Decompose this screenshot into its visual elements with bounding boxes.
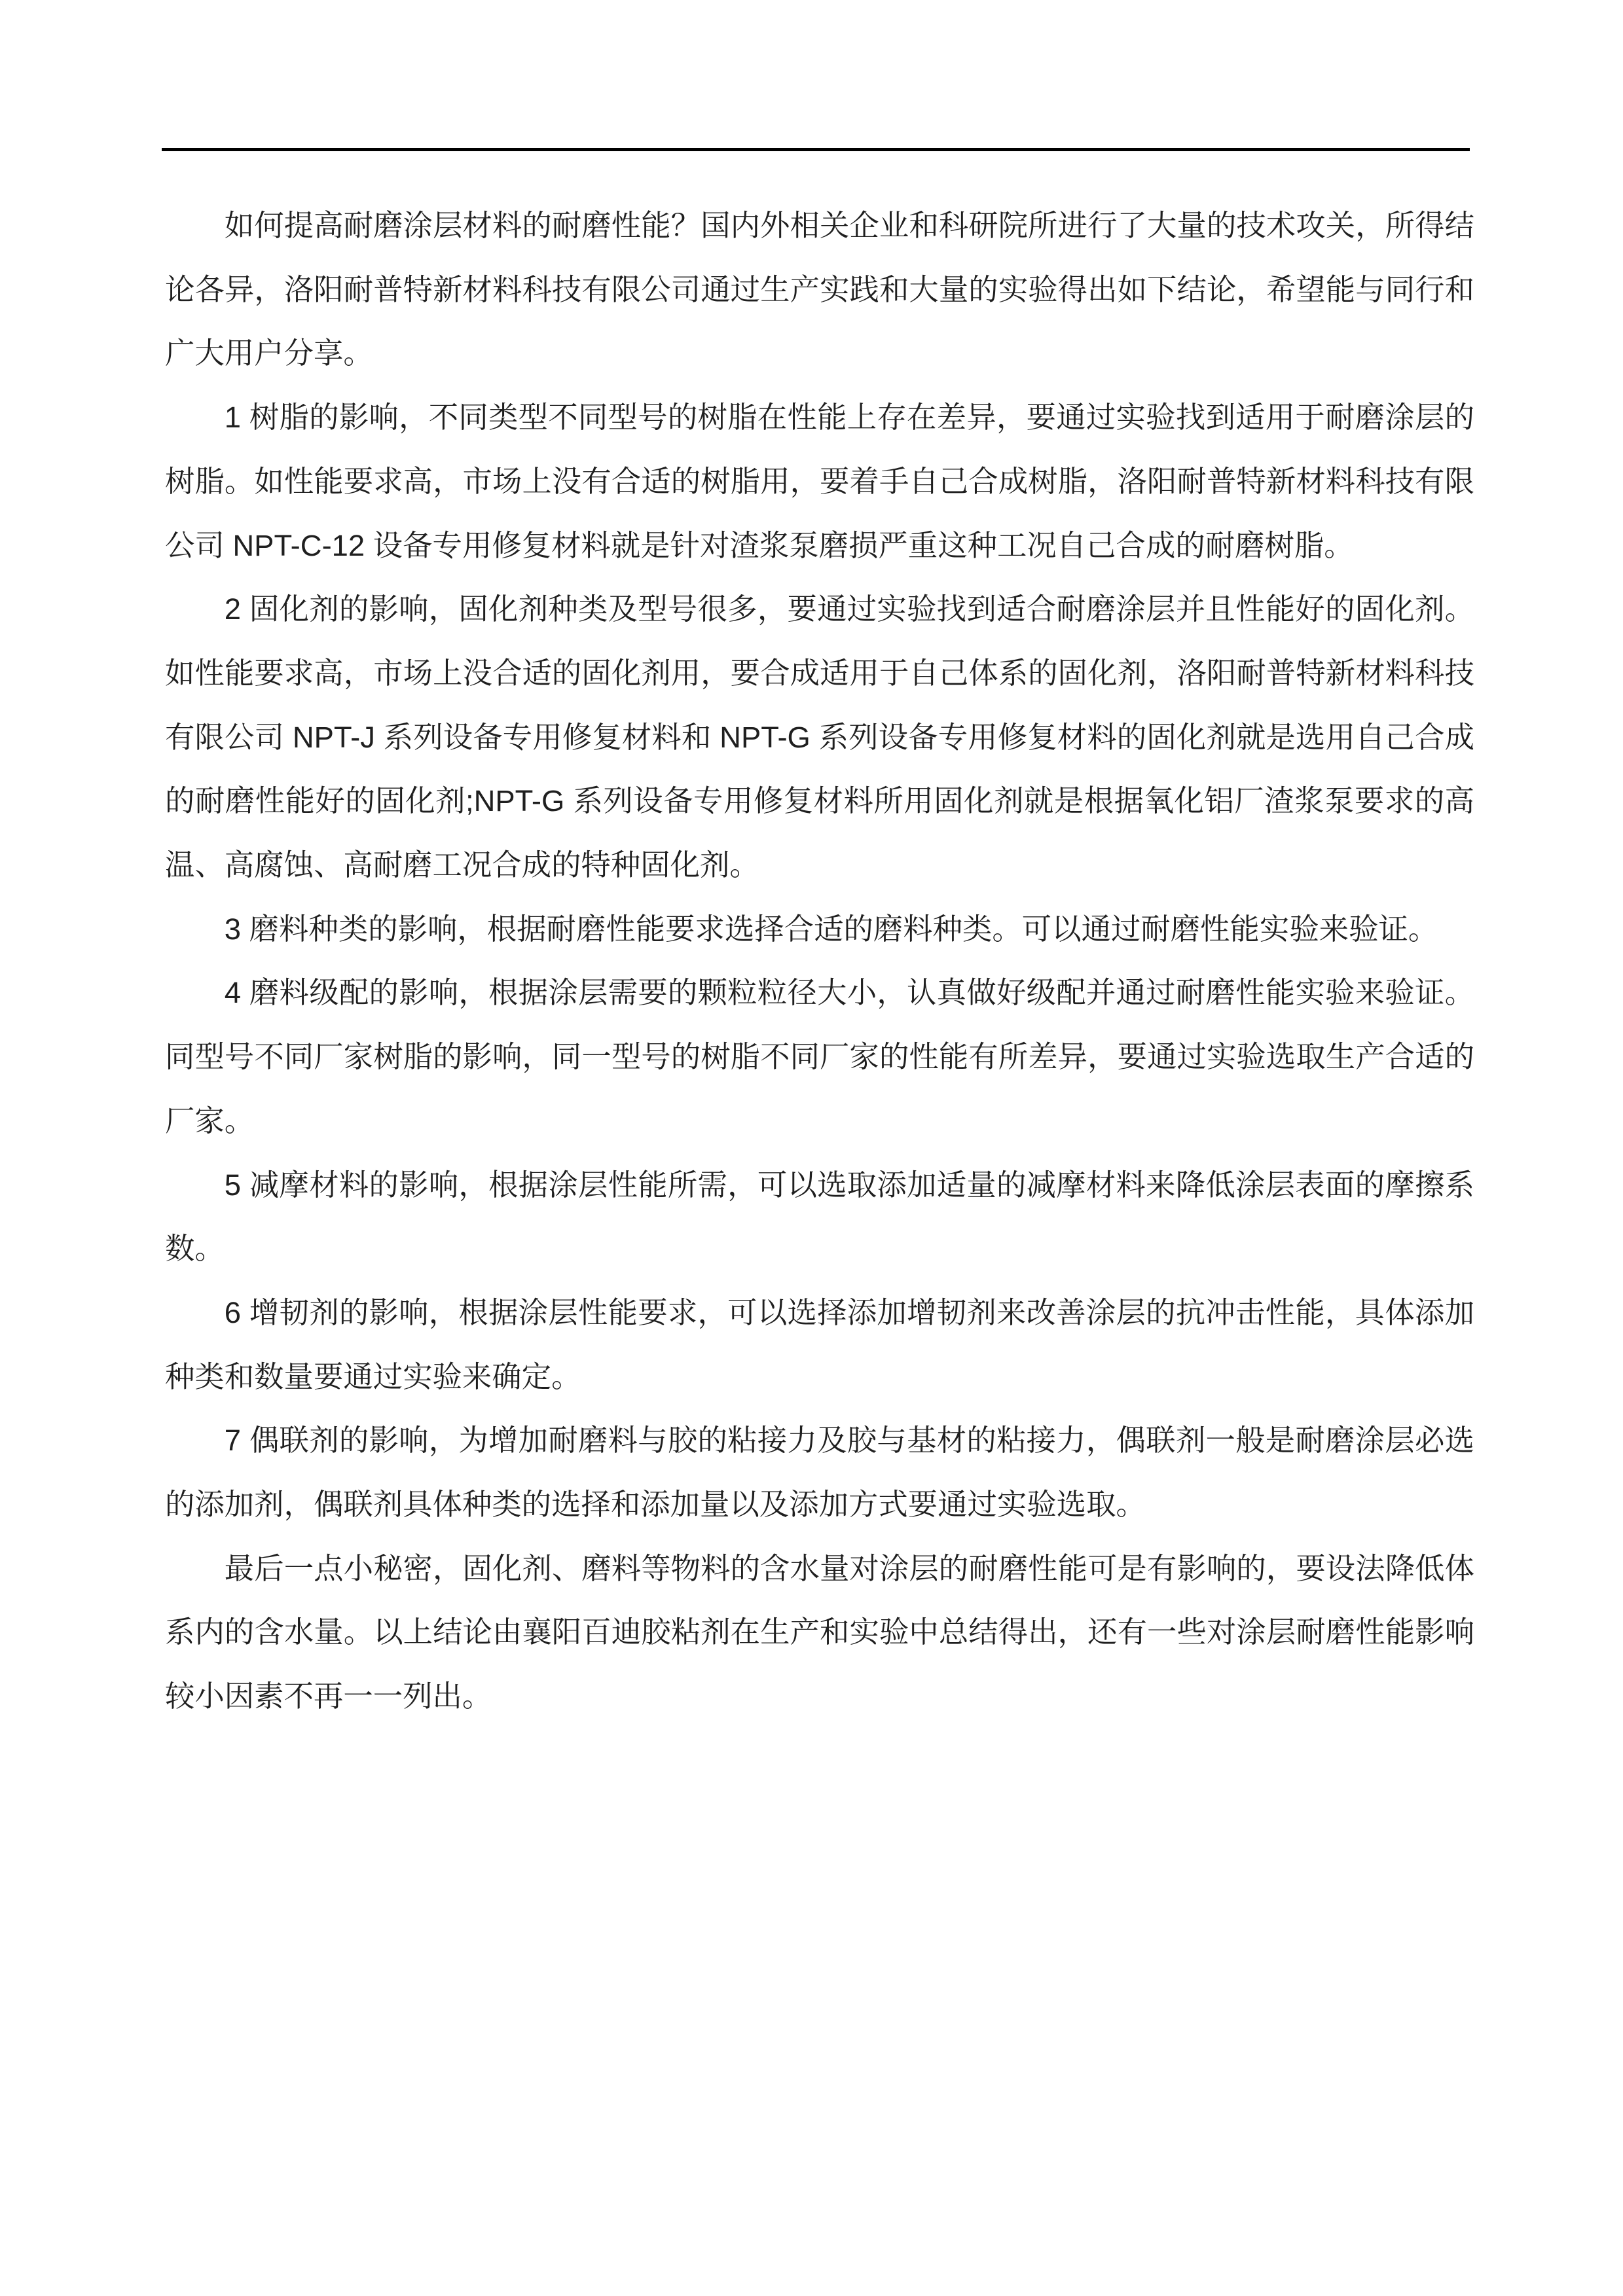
paragraph-3-abrasive-type: 3 磨料种类的影响，根据耐磨性能要求选择合适的磨料种类。可以通过耐磨性能实验来验证。 [224,912,1438,946]
article-body [165,194,1474,1729]
paragraph-2-curing-agent: 2 固化剂的影响，固化剂种类及型号很多，要通过实验找到适合耐磨涂层并且性能好的固化剂。如性能要求高，市场上没合适的固化剂用，要合成适用于自己体系的固化剂，洛阳耐普特新材料科技有限公司 NPT-J 系列设备专用修复材料和 NPT-G 系列设备专用修复材料的固化剂就是选用自己合成的耐磨性能好的固化剂;NPT-G 系列设备专用修复材料所用固化剂就是根据氧化铝厂渣浆泵要求的高温、高腐蚀、高耐磨工况合成的特种固化剂。 [165,592,1474,882]
paragraph-5-friction-reducer: 5 减摩材料的影响，根据涂层性能所需，可以选取添加适量的减摩材料来降低涂层表面的摩擦系数。 [165,1168,1474,1266]
paragraph-intro: 如何提高耐磨涂层材料的耐磨性能？国内外相关企业和科研院所进行了大量的技术攻关，所得结论各异，洛阳耐普特新材料科技有限公司通过生产实践和大量的实验得出如下结论，希望能与同行和广大用户分享。 [165,209,1474,370]
header-horizontal-rule [162,148,1470,151]
paragraph-6-toughener: 6 增韧剂的影响，根据涂层性能要求，可以选择添加增韧剂来改善涂层的抗冲击性能，具体添加种类和数量要通过实验来确定。 [165,1295,1474,1393]
paragraph-7-coupling-agent: 7 偶联剂的影响，为增加耐磨料与胶的粘接力及胶与基材的粘接力，偶联剂一般是耐磨涂层必选的添加剂，偶联剂具体种类的选择和添加量以及添加方式要通过实验选取。 [165,1424,1474,1522]
paragraph-4-abrasive-grade: 4 磨料级配的影响，根据涂层需要的颗粒粒径大小，认真做好级配并通过耐磨性能实验来验证。同型号不同厂家树脂的影响，同一型号的树脂不同厂家的性能有所差异，要通过实验选取生产合适的厂家。 [165,976,1474,1138]
paragraph-1-resin: 1 树脂的影响，不同类型不同型号的树脂在性能上存在差异，要通过实验找到适用于耐磨涂层的树脂。如性能要求高，市场上没有合适的树脂用，要着手自己合成树脂，洛阳耐普特新材料科技有限公司 NPT-C-12 设备专用修复材料就是针对渣浆泵磨损严重这种工况自己合成的耐磨树脂。 [165,401,1474,562]
paragraph-conclusion: 最后一点小秘密，固化剂、磨料等物料的含水量对涂层的耐磨性能可是有影响的，要设法降低体系内的含水量。以上结论由襄阳百迪胶粘剂在生产和实验中总结得出，还有一些对涂层耐磨性能影响较小因素不再一一列出。 [165,1551,1474,1713]
